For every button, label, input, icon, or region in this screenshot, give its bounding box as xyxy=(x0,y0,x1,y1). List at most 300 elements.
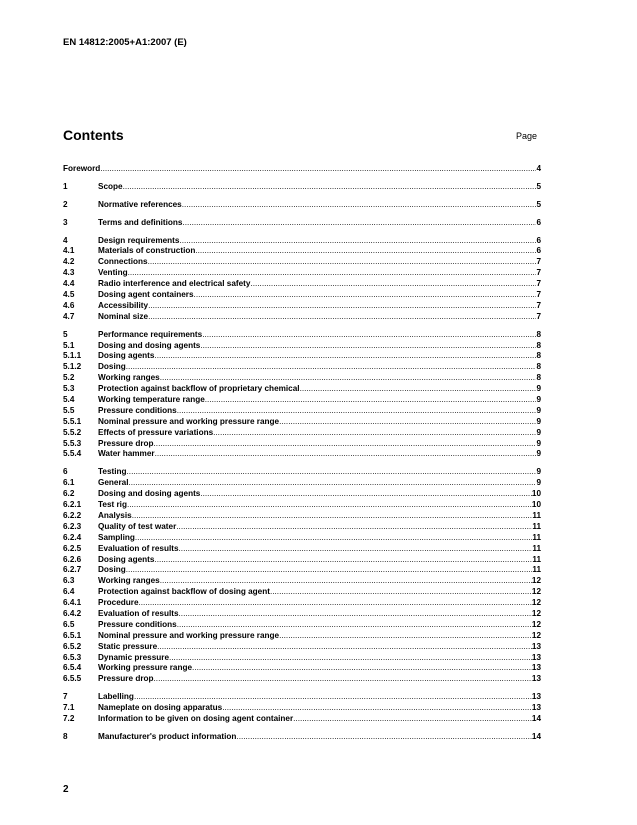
toc-section-title: Quality of test water xyxy=(98,521,177,531)
toc-section-number: 4.6 xyxy=(63,300,75,310)
toc-entry[interactable] xyxy=(63,439,541,450)
toc-page-number: 7 xyxy=(536,268,541,278)
toc-page-number: 13 xyxy=(531,674,541,684)
toc-section-number: 5.5.1 xyxy=(63,416,82,426)
toc-section-number: 6.5 xyxy=(63,619,75,629)
dot-leader xyxy=(279,631,532,642)
toc-section-number: 6.5.3 xyxy=(63,652,82,662)
toc-page-number: 8 xyxy=(536,329,541,339)
toc-entry-line xyxy=(98,351,541,362)
toc-entry[interactable] xyxy=(63,373,541,384)
dot-leader xyxy=(182,218,536,229)
toc-entry-line xyxy=(98,406,541,417)
toc-section-title: Sampling xyxy=(98,532,135,542)
toc-page-number: 11 xyxy=(532,510,541,520)
toc-group-spacer xyxy=(63,323,541,330)
toc-page-number: 14 xyxy=(531,731,541,741)
dot-leader xyxy=(202,330,536,341)
toc-section-title: Dosing agent containers xyxy=(98,290,194,300)
toc-section-number: 6.2.4 xyxy=(63,532,82,542)
dot-leader xyxy=(139,598,532,609)
toc-page-number: 13 xyxy=(531,652,541,662)
dot-leader xyxy=(279,417,536,428)
toc-entry-line xyxy=(98,257,541,268)
toc-entry-line xyxy=(98,182,541,193)
dot-leader xyxy=(157,642,532,653)
toc-entry[interactable] xyxy=(63,384,541,395)
toc-section-title: Working temperature range xyxy=(98,395,205,405)
toc-entry[interactable] xyxy=(63,511,541,522)
toc-page-number: 13 xyxy=(531,663,541,673)
toc-page-number: 11 xyxy=(532,554,541,564)
toc-entry-line xyxy=(98,653,541,664)
toc-section-title: Dynamic pressure xyxy=(98,652,169,662)
toc-section-title: Working ranges xyxy=(98,373,160,383)
toc-section-title: Pressure drop xyxy=(98,674,154,684)
toc-entry[interactable] xyxy=(63,555,541,566)
dot-leader xyxy=(126,362,537,373)
dot-leader xyxy=(154,351,536,362)
toc-entry-line xyxy=(98,500,541,511)
toc-section-title: Nameplate on dosing apparatus xyxy=(98,703,223,713)
dot-leader xyxy=(200,341,536,352)
toc-entry[interactable] xyxy=(63,236,541,247)
table-of-contents xyxy=(63,164,541,743)
toc-entry-line xyxy=(98,598,541,609)
toc-entry[interactable] xyxy=(63,642,541,653)
toc-entry-line xyxy=(98,663,541,674)
dot-leader xyxy=(300,384,537,395)
toc-section-title: Procedure xyxy=(98,598,139,608)
dot-leader xyxy=(179,544,533,555)
toc-entry[interactable] xyxy=(63,587,541,598)
toc-group-spacer xyxy=(63,193,541,200)
dot-leader xyxy=(169,653,532,664)
toc-section-number: 4.2 xyxy=(63,257,75,267)
toc-entry-line xyxy=(98,587,541,598)
toc-section-number: 4.5 xyxy=(63,290,75,300)
toc-group-spacer xyxy=(63,725,541,732)
toc-section-title: Nominal pressure and working pressure range xyxy=(98,630,280,640)
toc-section-number: 8 xyxy=(63,731,68,741)
toc-section-title: Performance requirements xyxy=(98,329,203,339)
toc-entry-line xyxy=(98,301,541,312)
toc-entry[interactable] xyxy=(63,351,541,362)
toc-page-number: 9 xyxy=(536,438,541,448)
toc-section-title: Dosing xyxy=(98,565,126,575)
toc-section-title: Accessibility xyxy=(98,300,149,310)
toc-entry-line xyxy=(98,373,541,384)
toc-section-title: Testing xyxy=(98,467,127,477)
page-number: 2 xyxy=(63,784,69,795)
toc-entry[interactable] xyxy=(63,714,541,725)
toc-page-number: 12 xyxy=(531,619,541,629)
toc-section-title: Pressure conditions xyxy=(98,405,177,415)
toc-entry-line xyxy=(98,489,541,500)
toc-group-spacer xyxy=(63,685,541,692)
toc-page-number: 6 xyxy=(536,235,541,245)
toc-entry-line xyxy=(98,692,541,703)
toc-section-number: 6.5.2 xyxy=(63,641,82,651)
toc-section-title: Working ranges xyxy=(98,576,160,586)
toc-entry-line xyxy=(98,384,541,395)
dot-leader xyxy=(195,246,536,257)
toc-section-number: 5.2 xyxy=(63,373,75,383)
toc-section-number: 6.4.1 xyxy=(63,598,82,608)
toc-section-title: Foreword xyxy=(63,164,101,173)
toc-section-number: 6.2.3 xyxy=(63,521,82,531)
toc-page-number: 7 xyxy=(536,300,541,310)
dot-leader xyxy=(177,620,532,631)
toc-section-title: Design requirements xyxy=(98,235,180,245)
toc-entry[interactable] xyxy=(63,449,541,460)
toc-entry[interactable] xyxy=(63,246,541,257)
toc-page-number: 9 xyxy=(536,416,541,426)
toc-section-number: 6.5.5 xyxy=(63,674,82,684)
dot-leader xyxy=(129,478,537,489)
toc-section-number: 5.1.2 xyxy=(63,362,82,372)
toc-entry[interactable] xyxy=(63,631,541,642)
toc-page-number: 8 xyxy=(536,373,541,383)
dot-leader xyxy=(123,182,537,193)
toc-page-number: 5 xyxy=(536,181,541,191)
toc-entry[interactable] xyxy=(63,674,541,685)
dot-leader xyxy=(200,489,532,500)
toc-page-number: 10 xyxy=(531,500,541,510)
toc-section-title: Analysis xyxy=(98,510,132,520)
toc-section-title: Static pressure xyxy=(98,641,158,651)
toc-page-number: 4 xyxy=(536,164,541,173)
dot-leader xyxy=(179,609,532,620)
toc-entry-line xyxy=(98,467,541,478)
toc-entry-line xyxy=(98,200,541,211)
toc-entry[interactable] xyxy=(63,182,541,193)
toc-entry[interactable] xyxy=(63,257,541,268)
toc-section-number: 5.3 xyxy=(63,384,75,394)
toc-section-number: 5.1 xyxy=(63,340,75,350)
toc-section-number: 3 xyxy=(63,217,68,227)
dot-leader xyxy=(127,500,532,511)
toc-section-title: Evaluation of results xyxy=(98,543,179,553)
toc-entry-line xyxy=(98,642,541,653)
dot-leader xyxy=(236,732,531,743)
toc-section-number: 7 xyxy=(63,692,68,702)
toc-page-number: 12 xyxy=(531,630,541,640)
toc-section-title: Radio interference and electrical safety xyxy=(98,279,251,289)
toc-entry[interactable] xyxy=(63,653,541,664)
toc-entry[interactable] xyxy=(63,290,541,301)
toc-page-number: 9 xyxy=(536,384,541,394)
dot-leader xyxy=(222,703,532,714)
dot-leader xyxy=(270,587,532,598)
dot-leader xyxy=(160,576,532,587)
toc-entry[interactable] xyxy=(63,200,541,211)
dot-leader xyxy=(154,674,532,685)
toc-page-number: 7 xyxy=(536,290,541,300)
toc-entry-line xyxy=(98,555,541,566)
toc-section-title: Effects of pressure variations xyxy=(98,427,214,437)
toc-section-number: 6.5.1 xyxy=(63,630,82,640)
toc-entry[interactable] xyxy=(63,703,541,714)
toc-entry-line xyxy=(98,533,541,544)
toc-entry-line xyxy=(98,439,541,450)
toc-entry-line xyxy=(98,544,541,555)
toc-section-number: 5.1.1 xyxy=(63,351,82,361)
toc-section-title: Pressure conditions xyxy=(98,619,177,629)
toc-section-number: 6.4 xyxy=(63,587,75,597)
toc-entry-line xyxy=(98,609,541,620)
toc-entry[interactable] xyxy=(63,732,541,743)
toc-page-number: 8 xyxy=(536,351,541,361)
toc-page-number: 13 xyxy=(531,703,541,713)
toc-page-number: 14 xyxy=(531,713,541,723)
toc-entry-line xyxy=(98,631,541,642)
toc-page-number: 8 xyxy=(536,362,541,372)
toc-entry[interactable] xyxy=(63,544,541,555)
toc-section-number: 4.4 xyxy=(63,279,75,289)
toc-entry[interactable] xyxy=(63,609,541,620)
toc-section-number: 2 xyxy=(63,199,68,209)
toc-entry-line xyxy=(98,478,541,489)
toc-section-number: 6.2.7 xyxy=(63,565,82,575)
toc-section-number: 7.2 xyxy=(63,713,75,723)
toc-page-number: 11 xyxy=(532,565,541,575)
toc-page-number: 11 xyxy=(532,521,541,531)
toc-entry[interactable] xyxy=(63,362,541,373)
toc-section-title: Water hammer xyxy=(98,449,155,459)
toc-section-number: 1 xyxy=(63,181,68,191)
toc-entry[interactable] xyxy=(63,417,541,428)
toc-page-number: 13 xyxy=(531,641,541,651)
document-header: EN 14812:2005+A1:2007 (E) xyxy=(63,37,187,48)
toc-section-title: Dosing agents xyxy=(98,351,155,361)
toc-section-number: 4.3 xyxy=(63,268,75,278)
toc-entry-line xyxy=(98,362,541,373)
toc-page-number: 12 xyxy=(531,608,541,618)
toc-entry-line xyxy=(63,164,541,175)
toc-section-title: Dosing and dosing agents xyxy=(98,340,201,350)
toc-entry-line xyxy=(98,395,541,406)
toc-section-title: Venting xyxy=(98,268,128,278)
toc-page-number: 6 xyxy=(536,246,541,256)
dot-leader xyxy=(213,428,536,439)
dot-leader xyxy=(194,290,537,301)
toc-section-number: 7.1 xyxy=(63,703,75,713)
toc-entry[interactable] xyxy=(63,533,541,544)
toc-section-title: Nominal size xyxy=(98,311,149,321)
toc-group-spacer xyxy=(63,229,541,236)
toc-entry-line xyxy=(98,268,541,279)
toc-entry[interactable] xyxy=(63,620,541,631)
toc-section-number: 6.4.2 xyxy=(63,608,82,618)
toc-entry[interactable] xyxy=(63,406,541,417)
toc-entry-line xyxy=(98,312,541,323)
toc-entry[interactable] xyxy=(63,565,541,576)
toc-section-title: Labelling xyxy=(98,692,134,702)
toc-entry[interactable] xyxy=(63,279,541,290)
toc-entry-line xyxy=(98,565,541,576)
toc-page-number: 8 xyxy=(536,340,541,350)
dot-leader xyxy=(148,312,536,323)
toc-page-number: 12 xyxy=(531,576,541,586)
toc-entry[interactable] xyxy=(63,692,541,703)
toc-section-title: Information to be given on dosing agent container xyxy=(98,713,294,723)
toc-entry-line xyxy=(98,279,541,290)
toc-section-number: 6.2.2 xyxy=(63,510,82,520)
toc-section-number: 4.7 xyxy=(63,311,75,321)
toc-page-number: 12 xyxy=(531,598,541,608)
toc-page-number: 11 xyxy=(532,543,541,553)
dot-leader xyxy=(148,257,537,268)
toc-section-number: 6 xyxy=(63,467,68,477)
dot-leader xyxy=(205,395,537,406)
toc-entry-line xyxy=(98,620,541,631)
toc-entry-line xyxy=(98,732,541,743)
toc-entry-line xyxy=(98,703,541,714)
toc-section-number: 6.3 xyxy=(63,576,75,586)
toc-entry-line xyxy=(98,428,541,439)
toc-section-number: 6.2.5 xyxy=(63,543,82,553)
toc-entry[interactable] xyxy=(63,663,541,674)
toc-section-title: Manufacturer's product information xyxy=(98,731,237,741)
toc-entry[interactable] xyxy=(63,301,541,312)
toc-entry-line xyxy=(98,674,541,685)
toc-entry[interactable] xyxy=(63,522,541,533)
dot-leader xyxy=(135,533,532,544)
toc-entry[interactable] xyxy=(63,598,541,609)
toc-entry[interactable] xyxy=(63,576,541,587)
toc-section-title: Working pressure range xyxy=(98,663,193,673)
toc-entry-line xyxy=(98,236,541,247)
toc-section-title: Materials of construction xyxy=(98,246,196,256)
toc-section-title: Test rig xyxy=(98,500,127,510)
toc-entry-line xyxy=(98,330,541,341)
toc-section-title: Terms and definitions xyxy=(98,217,183,227)
toc-section-number: 5.5.4 xyxy=(63,449,82,459)
toc-page-number: 13 xyxy=(531,692,541,702)
toc-page-number: 7 xyxy=(536,311,541,321)
toc-group-spacer xyxy=(63,211,541,218)
toc-entry[interactable] xyxy=(63,428,541,439)
dot-leader xyxy=(100,164,536,175)
toc-section-title: Nominal pressure and working pressure range xyxy=(98,416,280,426)
toc-entry[interactable] xyxy=(63,330,541,341)
toc-section-title: Pressure drop xyxy=(98,438,154,448)
dot-leader xyxy=(127,467,537,478)
dot-leader xyxy=(134,692,532,703)
toc-page-number: 7 xyxy=(536,279,541,289)
dot-leader xyxy=(148,301,536,312)
toc-entry-line xyxy=(98,511,541,522)
toc-section-title: Protection against backflow of dosing agent xyxy=(98,587,270,597)
toc-entry[interactable] xyxy=(63,478,541,489)
toc-section-number: 5.5 xyxy=(63,405,75,415)
toc-page-number: 7 xyxy=(536,257,541,267)
toc-entry[interactable] xyxy=(63,489,541,500)
page-title: Contents xyxy=(63,127,124,143)
toc-section-title: Scope xyxy=(98,181,123,191)
toc-entry[interactable] xyxy=(63,312,541,323)
toc-group-spacer xyxy=(63,175,541,182)
dot-leader xyxy=(128,268,537,279)
dot-leader xyxy=(177,406,537,417)
toc-page-number: 5 xyxy=(536,199,541,209)
toc-entry-line xyxy=(98,341,541,352)
toc-section-title: Dosing agents xyxy=(98,554,155,564)
toc-section-number: 4 xyxy=(63,235,68,245)
toc-page-number: 9 xyxy=(536,395,541,405)
dot-leader xyxy=(132,511,533,522)
toc-entry[interactable] xyxy=(63,341,541,352)
toc-section-number: 6.2.6 xyxy=(63,554,82,564)
toc-entry[interactable] xyxy=(63,500,541,511)
toc-page-number: 9 xyxy=(536,449,541,459)
toc-page-number: 9 xyxy=(536,405,541,415)
toc-section-number: 6.5.4 xyxy=(63,663,82,673)
dot-leader xyxy=(154,439,537,450)
toc-entry-line xyxy=(98,714,541,725)
toc-section-title: Evaluation of results xyxy=(98,608,179,618)
toc-entry-line xyxy=(98,522,541,533)
toc-entry-line xyxy=(98,576,541,587)
toc-section-number: 6.2.1 xyxy=(63,500,82,510)
toc-entry-line xyxy=(98,218,541,229)
toc-entry[interactable] xyxy=(63,268,541,279)
dot-leader xyxy=(182,200,537,211)
toc-section-number: 6.2 xyxy=(63,489,75,499)
toc-page-number: 9 xyxy=(536,478,541,488)
toc-page-number: 9 xyxy=(536,467,541,477)
page-column-label: Page xyxy=(516,131,538,141)
toc-page-number: 12 xyxy=(531,587,541,597)
dot-leader xyxy=(250,279,536,290)
dot-leader xyxy=(293,714,532,725)
toc-section-number: 4.1 xyxy=(63,246,75,256)
toc-section-number: 5.5.2 xyxy=(63,427,82,437)
toc-entry[interactable] xyxy=(63,164,541,175)
toc-group-spacer xyxy=(63,460,541,467)
dot-leader xyxy=(154,555,532,566)
toc-section-title: Normative references xyxy=(98,199,182,209)
toc-entry[interactable] xyxy=(63,395,541,406)
toc-entry[interactable] xyxy=(63,218,541,229)
toc-entry-line xyxy=(98,290,541,301)
toc-section-title: Connections xyxy=(98,257,148,267)
toc-entry-line xyxy=(98,449,541,460)
toc-section-title: Dosing xyxy=(98,362,126,372)
dot-leader xyxy=(126,565,533,576)
toc-page-number: 11 xyxy=(532,532,541,542)
dot-leader xyxy=(192,663,532,674)
toc-page-number: 9 xyxy=(536,427,541,437)
toc-entry[interactable] xyxy=(63,467,541,478)
toc-section-title: Dosing and dosing agents xyxy=(98,489,201,499)
toc-entry-line xyxy=(98,246,541,257)
toc-section-title: Protection against backflow of proprietary chemical xyxy=(98,384,300,394)
dot-leader xyxy=(155,449,537,460)
toc-page-number: 6 xyxy=(536,217,541,227)
dot-leader xyxy=(179,236,536,247)
toc-section-number: 5.5.3 xyxy=(63,438,82,448)
toc-page-number: 10 xyxy=(531,489,541,499)
toc-section-number: 5 xyxy=(63,329,68,339)
toc-section-number: 5.4 xyxy=(63,395,75,405)
dot-leader xyxy=(176,522,532,533)
toc-section-title: General xyxy=(98,478,129,488)
toc-section-number: 6.1 xyxy=(63,478,75,488)
dot-leader xyxy=(160,373,537,384)
toc-entry-line xyxy=(98,417,541,428)
